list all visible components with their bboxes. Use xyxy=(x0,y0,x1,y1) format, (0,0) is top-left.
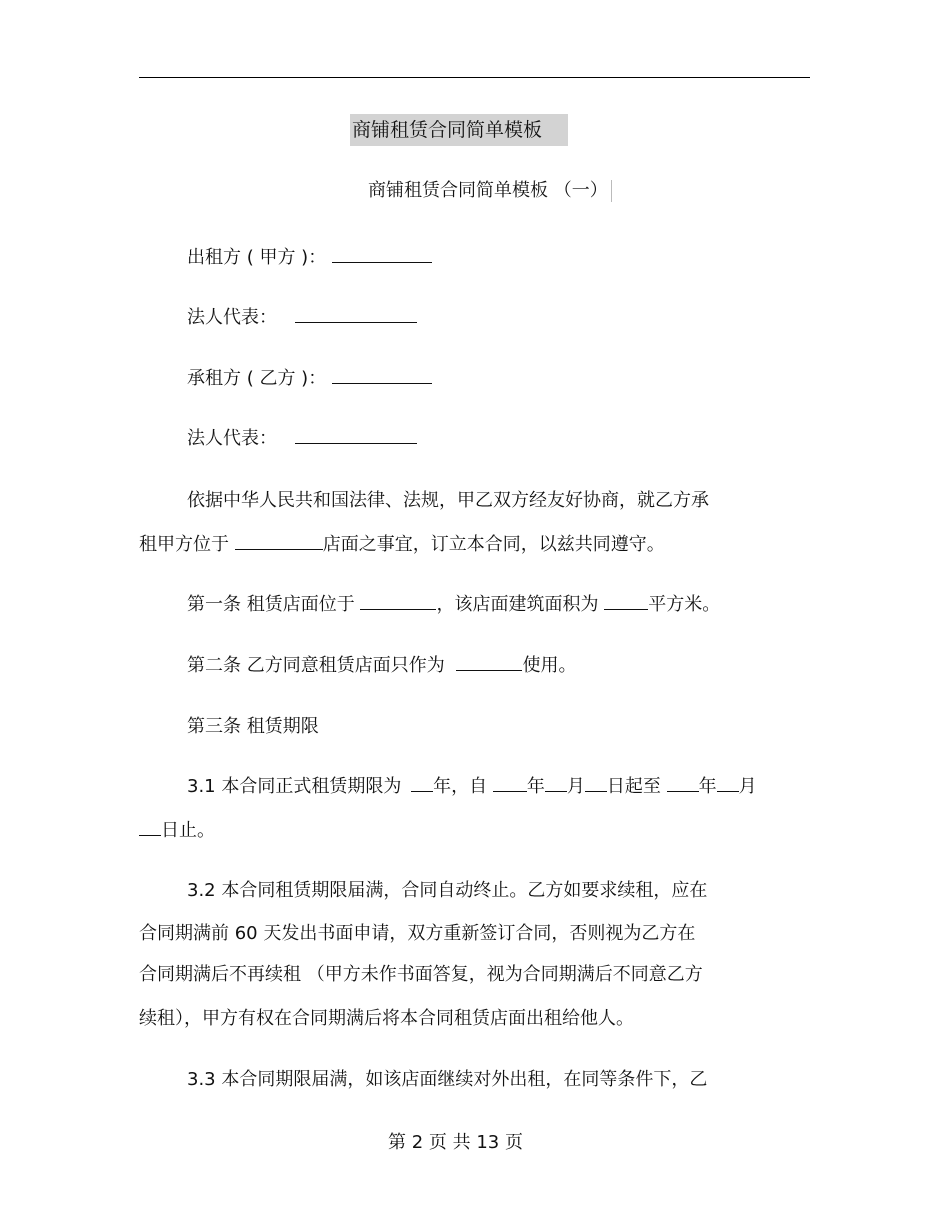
article-1-area-blank xyxy=(604,591,648,610)
lessor-legal-rep-line xyxy=(187,304,417,332)
clause-3-1-text-h: 日止。 xyxy=(161,820,215,841)
article-2 xyxy=(187,652,576,680)
lessee-blank xyxy=(332,365,432,384)
start-year-blank xyxy=(493,773,527,792)
shop-location-blank xyxy=(235,531,323,550)
preamble-text-2b: 店面之事宜，订立本合同，以兹共同遵守。 xyxy=(322,534,665,555)
clause-3-1-text-b: 年，自 xyxy=(433,776,488,797)
clause-3-2-line-3 xyxy=(139,961,703,989)
clause-3-2-line-1 xyxy=(187,877,707,905)
end-year-blank xyxy=(667,773,699,792)
preamble-line-2 xyxy=(139,531,665,559)
document-subtitle xyxy=(368,176,612,206)
article-1-location-blank xyxy=(360,591,436,610)
clause-3-2-text-2: 合同期满前 60 天发出书面申请，双方重新签订合同，否则视为乙方在 xyxy=(139,923,696,944)
clause-3-1-text-d: 月 xyxy=(566,776,585,797)
clause-3-1-text-e: 日起至 xyxy=(606,776,661,797)
clause-3-3-text-1: 3.3 本合同期限届满，如该店面继续对外出租，在同等条件下，乙 xyxy=(187,1069,708,1090)
article-2-text-b: 使用。 xyxy=(522,655,577,676)
lessee-legal-rep-blank xyxy=(295,425,417,444)
term-years-blank xyxy=(411,773,433,792)
clause-3-3-line-1 xyxy=(187,1066,707,1094)
article-2-text-a: 第二条 乙方同意租赁店面只作为 xyxy=(187,655,445,676)
lessor-legal-rep-label: 法人代表： xyxy=(187,307,277,328)
document-title: 商铺租赁合同简单模板 xyxy=(350,114,568,146)
header-rule xyxy=(139,77,810,78)
preamble-line-1 xyxy=(187,487,709,515)
article-1-text-a: 第一条 租赁店面位于 xyxy=(187,594,355,615)
page-number-footer: 第 2 页 共 13 页 xyxy=(388,1132,523,1153)
clause-3-2-text-4: 续租），甲方有权在合同期满后将本合同租赁店面出租给他人。 xyxy=(139,1008,634,1029)
end-month-blank xyxy=(717,773,739,792)
clause-3-2-line-4 xyxy=(139,1005,634,1033)
lessor-legal-rep-blank xyxy=(295,304,417,323)
article-1-text-b: ，该店面建筑面积为 xyxy=(436,594,599,615)
end-day-blank xyxy=(139,817,161,836)
article-3 xyxy=(187,713,319,741)
preamble-text-2a: 租甲方位于 xyxy=(139,534,229,555)
lessee-line xyxy=(187,365,432,393)
article-2-use-blank xyxy=(456,652,522,671)
article-3-text: 第三条 租赁期限 xyxy=(187,716,319,737)
start-month-blank xyxy=(545,773,567,792)
clause-3-1-text-g: 月 xyxy=(738,776,757,797)
clause-3-2-line-2 xyxy=(139,920,695,948)
subtitle-text: 商铺租赁合同简单模板 （一） xyxy=(368,180,608,201)
preamble-text-1: 依据中华人民共和国法律、法规，甲乙双方经友好协商，就乙方承 xyxy=(187,490,709,511)
clause-3-1-text-f: 年 xyxy=(698,776,717,797)
clause-3-2-text-3: 合同期满后不再续租 （甲方未作书面答复，视为合同期满后不同意乙方 xyxy=(139,964,703,985)
clause-3-1-line-2 xyxy=(139,817,215,845)
clause-3-1-text-c: 年 xyxy=(526,776,545,797)
clause-3-1-text-a: 3.1 本合同正式租赁期限为 xyxy=(187,776,402,797)
lessor-line xyxy=(187,244,432,272)
lessor-label: 出租方 ( 甲方 )： xyxy=(187,247,327,268)
clause-3-1-line-1 xyxy=(187,773,757,801)
lessee-label: 承租方 ( 乙方 )： xyxy=(187,368,327,389)
start-day-blank xyxy=(585,773,607,792)
article-1-text-c: 平方米。 xyxy=(648,594,721,615)
article-1 xyxy=(187,591,720,619)
lessee-legal-rep-line xyxy=(187,425,417,453)
lessor-blank xyxy=(332,244,432,263)
lessee-legal-rep-label: 法人代表： xyxy=(187,428,277,449)
text-cursor-mark xyxy=(611,180,612,202)
clause-3-2-text-1: 3.2 本合同租赁期限届满，合同自动终止。乙方如要求续租，应在 xyxy=(187,880,708,901)
